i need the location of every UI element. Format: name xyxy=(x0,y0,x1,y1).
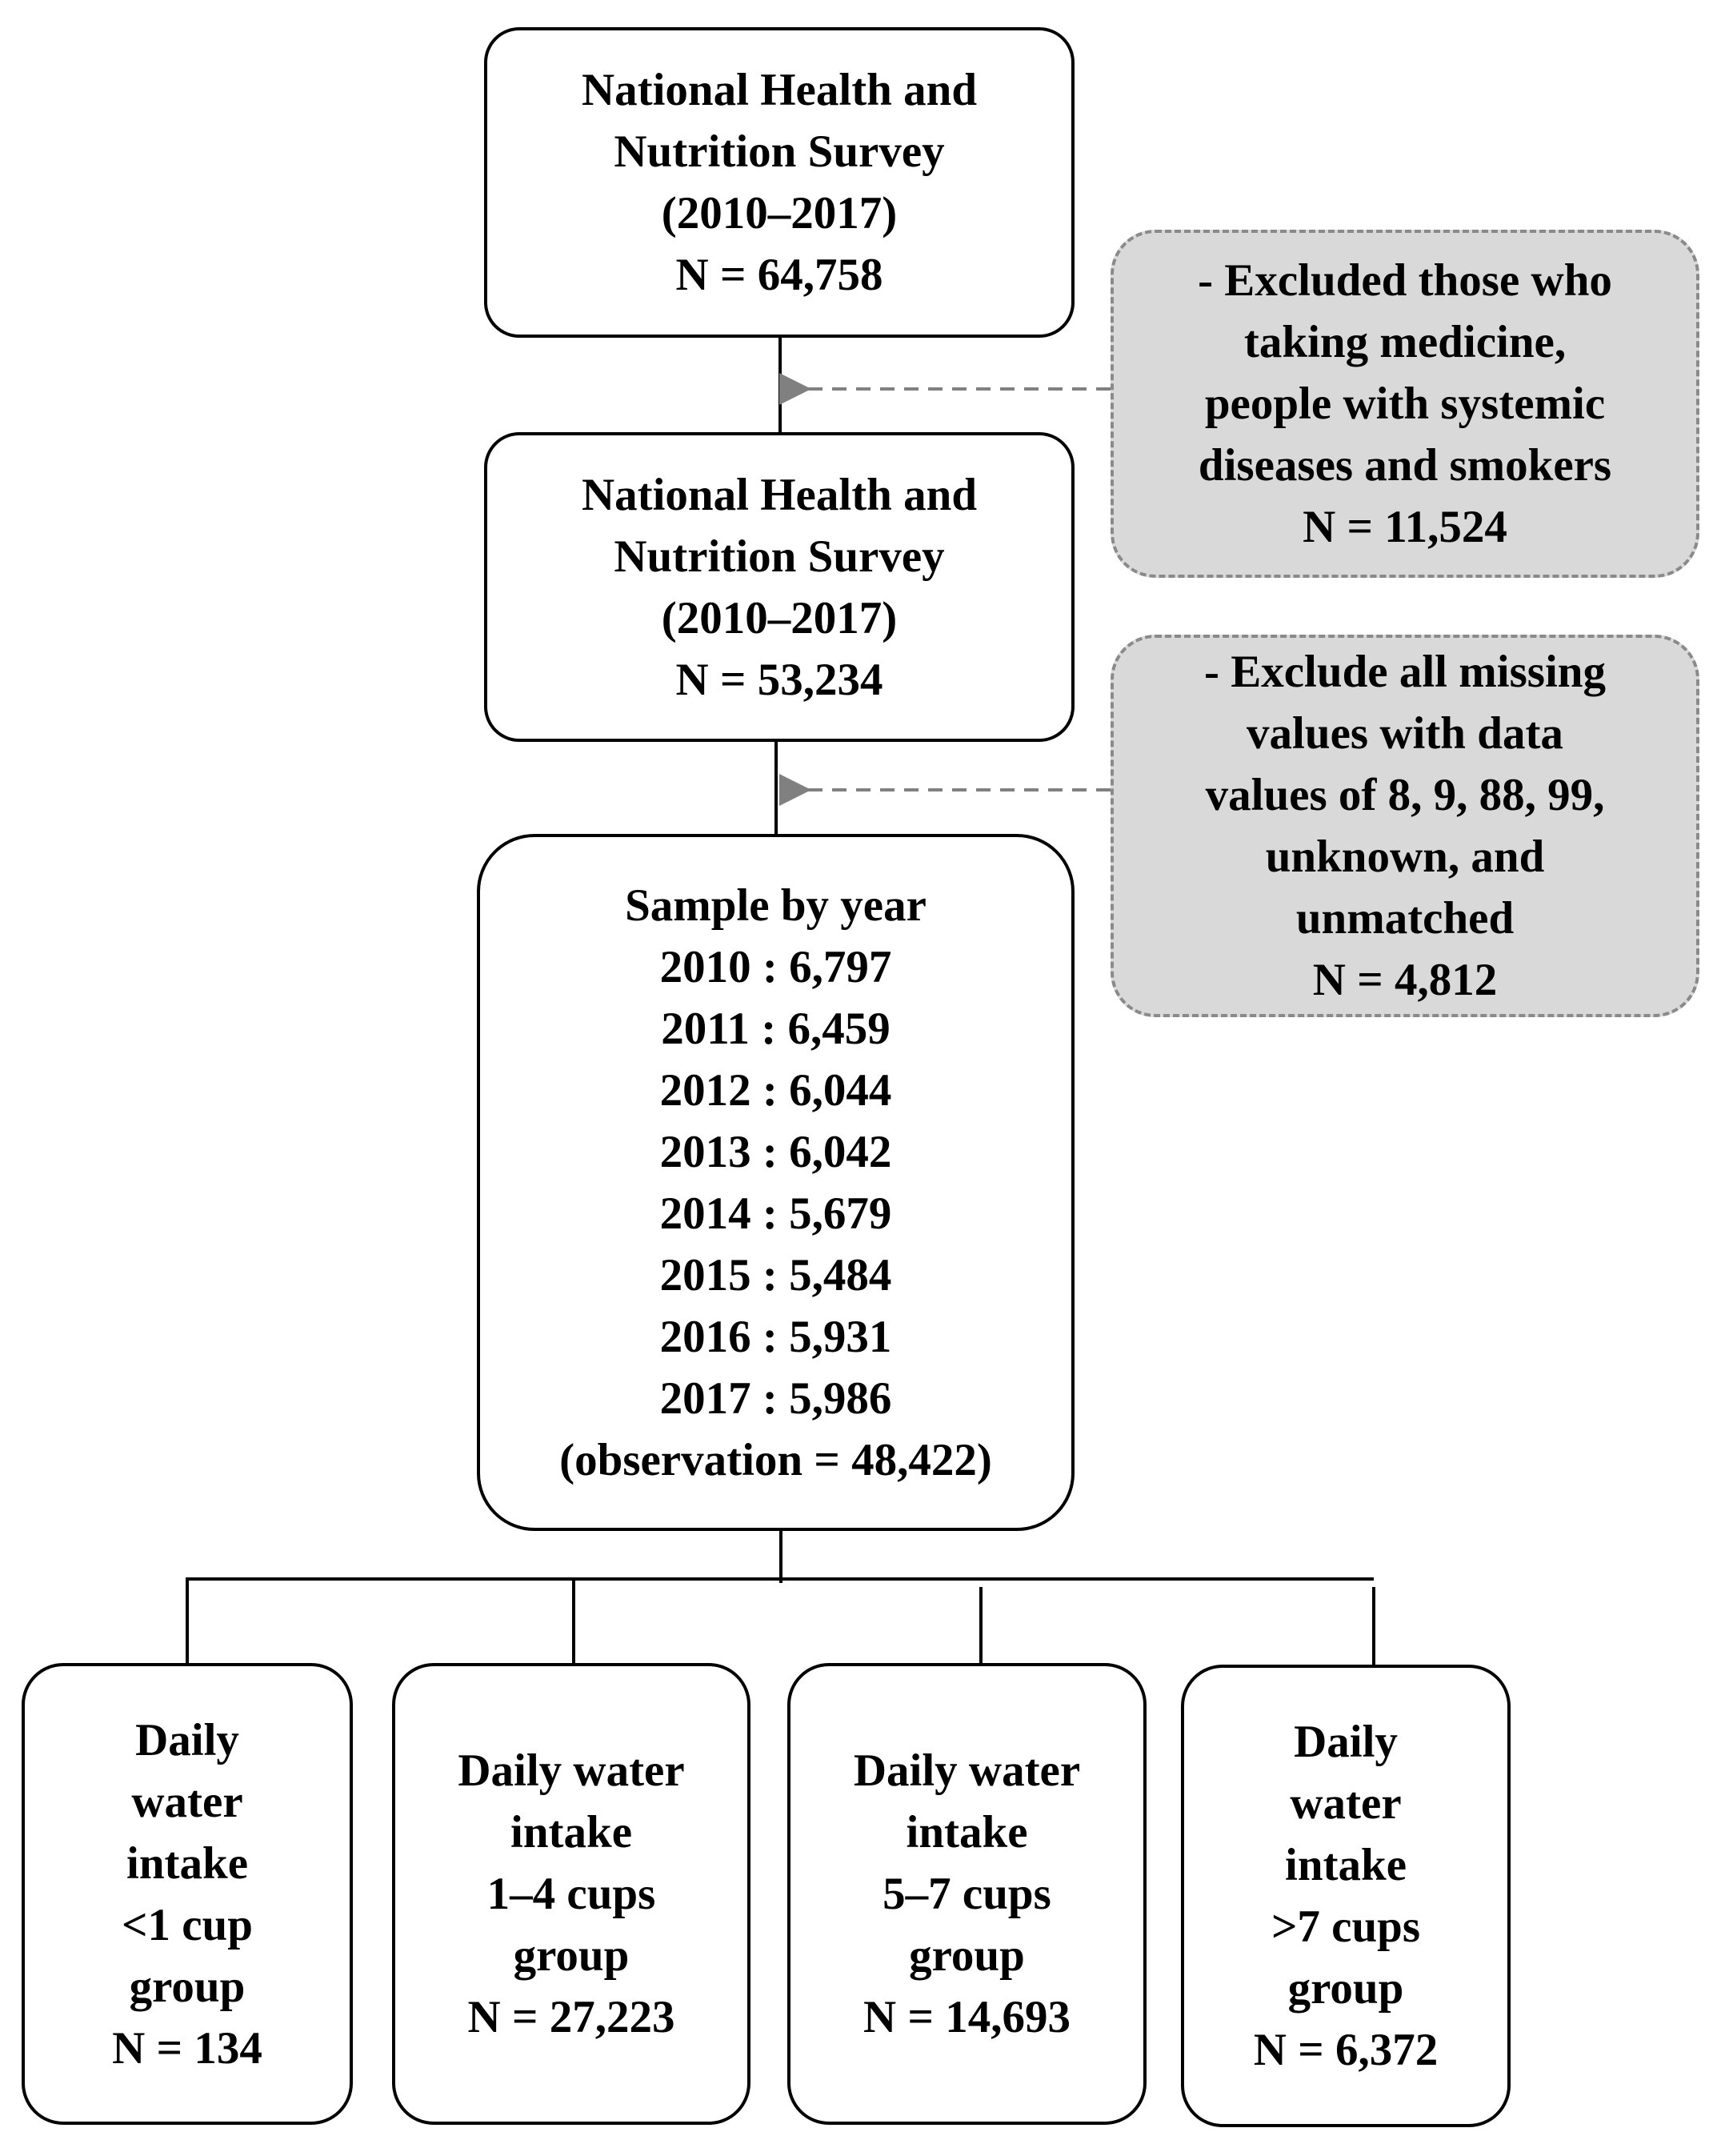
group-over-7-cups-line-1: Daily xyxy=(1294,1717,1398,1767)
survey-total-box xyxy=(484,27,1075,338)
exclusion-missing-line-5: unmatched xyxy=(1295,893,1515,944)
survey-total-count: N = 64,758 xyxy=(675,250,883,300)
survey-total-line-1: National Health and xyxy=(581,65,978,115)
group-under-1-cup-line-5: group xyxy=(129,1961,246,2012)
group-over-7-cups-line-5: group xyxy=(1287,1963,1404,2014)
group-under-1-cup-line-3: intake xyxy=(126,1837,249,1889)
group-5-7-cups-line-4: group xyxy=(909,1930,1025,1981)
survey-eligible-line-2: Nutrition Survey xyxy=(614,531,945,582)
sample-year-2013: 2013 : 6,042 xyxy=(659,1126,892,1177)
group-5-7-cups-line-1: Daily water xyxy=(853,1745,1081,1796)
sample-by-year-box xyxy=(477,834,1075,1531)
exclusion-medicine-line-2: taking medicine, xyxy=(1243,317,1567,367)
exclusion-missing-line-3: values of 8, 9, 88, 99, xyxy=(1205,770,1605,820)
exclusion-missing-box xyxy=(1111,635,1699,1017)
group-5-7-cups-line-2: intake xyxy=(906,1807,1028,1857)
group-under-1-cup-count: N = 134 xyxy=(112,2022,262,2074)
exclusion-missing-count: N = 4,812 xyxy=(1312,955,1498,1005)
sample-year-2015: 2015 : 5,484 xyxy=(659,1249,892,1300)
survey-total-line-2: Nutrition Survey xyxy=(614,126,945,177)
sample-by-year-title: Sample by year xyxy=(625,880,927,931)
group-under-1-cup-line-4: <1 cup xyxy=(122,1899,253,1950)
exclusion-medicine-line-3: people with systemic xyxy=(1204,379,1606,429)
sample-observation-total: (observation = 48,422) xyxy=(559,1434,992,1485)
survey-eligible-line-3: (2010–2017) xyxy=(661,592,898,643)
exclusion-missing-line-2: values with data xyxy=(1247,708,1563,759)
sample-year-2011: 2011 : 6,459 xyxy=(661,1003,891,1054)
group-1-4-cups-count: N = 27,223 xyxy=(467,1992,675,2042)
sample-year-2016: 2016 : 5,931 xyxy=(659,1311,892,1362)
group-over-7-cups-line-2: water xyxy=(1290,1778,1402,1829)
group-1-4-cups-line-1: Daily water xyxy=(458,1745,685,1796)
survey-total-line-3: (2010–2017) xyxy=(661,188,898,238)
sample-year-2017: 2017 : 5,986 xyxy=(659,1373,892,1424)
exclusion-medicine-line-4: diseases and smokers xyxy=(1198,440,1612,491)
group-over-7-cups-line-4: >7 cups xyxy=(1271,1902,1421,1952)
sample-year-2012: 2012 : 6,044 xyxy=(659,1064,892,1116)
survey-eligible-box xyxy=(484,432,1075,742)
group-over-7-cups-line-3: intake xyxy=(1284,1840,1407,1890)
group-under-1-cup-line-2: water xyxy=(131,1776,243,1827)
survey-eligible-line-1: National Health and xyxy=(581,469,978,520)
survey-eligible-count: N = 53,234 xyxy=(675,654,883,705)
group-over-7-cups-box xyxy=(1181,1665,1511,2127)
group-5-7-cups-count: N = 14,693 xyxy=(863,1992,1071,2042)
group-1-4-cups-box xyxy=(392,1663,750,2125)
group-under-1-cup-box xyxy=(22,1663,353,2125)
sample-year-2014: 2014 : 5,679 xyxy=(659,1188,892,1239)
sample-year-2010: 2010 : 6,797 xyxy=(659,941,892,992)
exclusion-medicine-count: N = 11,524 xyxy=(1303,502,1507,552)
exclusion-medicine-line-1: - Excluded those who xyxy=(1198,255,1612,306)
group-over-7-cups-count: N = 6,372 xyxy=(1253,2025,1439,2075)
exclusion-medicine-box xyxy=(1111,230,1699,578)
group-5-7-cups-box xyxy=(787,1663,1147,2125)
group-1-4-cups-line-4: group xyxy=(513,1930,630,1981)
group-1-4-cups-line-2: intake xyxy=(510,1807,633,1857)
group-under-1-cup-line-1: Daily xyxy=(135,1714,239,1765)
exclusion-missing-line-1: - Exclude all missing xyxy=(1204,647,1606,697)
group-5-7-cups-line-3: 5–7 cups xyxy=(883,1869,1051,1919)
exclusion-missing-line-4: unknown, and xyxy=(1265,832,1545,882)
group-1-4-cups-line-3: 1–4 cups xyxy=(486,1869,656,1919)
